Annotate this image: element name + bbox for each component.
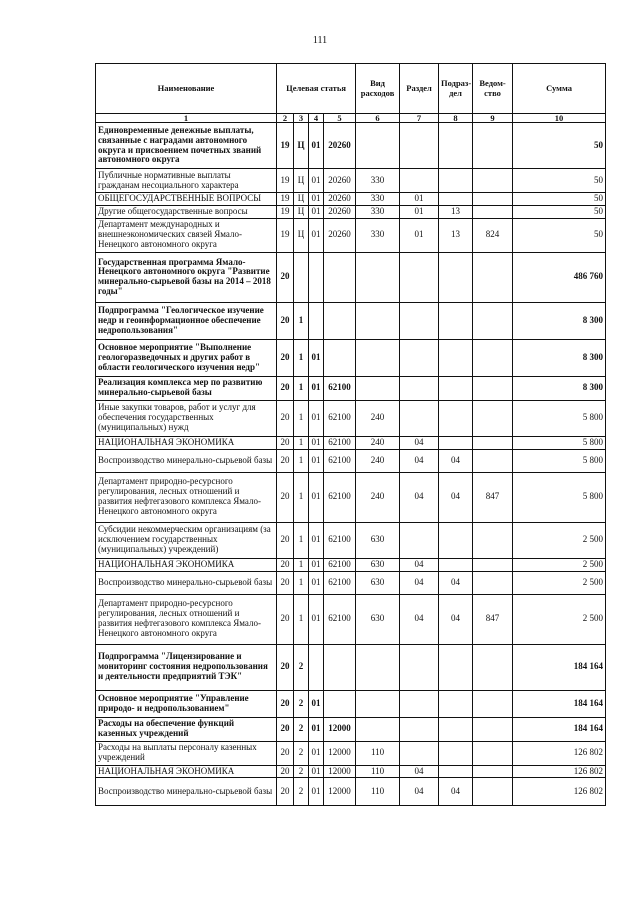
department-code bbox=[473, 644, 513, 690]
subsection bbox=[439, 252, 473, 302]
table-row bbox=[96, 644, 606, 690]
row-name: Основное мероприятие "Выполнение геологоразведочных и других работ в области геологического изучения недр" bbox=[96, 339, 277, 376]
target-code-4: 62100 bbox=[324, 400, 356, 436]
row-name: Публичные нормативные выплаты гражданам несоциального характера bbox=[96, 169, 277, 193]
row-name: Иные закупки товаров, работ и услуг для обеспечения государственных (муниципальных) нужд bbox=[96, 400, 277, 436]
section bbox=[400, 169, 439, 193]
row-sum: 126 802 bbox=[513, 778, 606, 806]
target-code-1: 20 bbox=[277, 472, 294, 522]
target-code-1: 20 bbox=[277, 339, 294, 376]
target-code-1: 20 bbox=[277, 252, 294, 302]
department-code bbox=[473, 765, 513, 778]
department-code bbox=[473, 449, 513, 472]
target-code-4: 62100 bbox=[324, 472, 356, 522]
row-sum: 50 bbox=[513, 193, 606, 206]
row-sum: 184 164 bbox=[513, 717, 606, 741]
target-code-1: 20 bbox=[277, 765, 294, 778]
target-code-1: 19 bbox=[277, 218, 294, 252]
expense-type bbox=[356, 302, 400, 339]
section: 04 bbox=[400, 436, 439, 449]
row-name: Департамент международных и внешнеэкономических связей Ямало-Ненецкого автономного округа bbox=[96, 218, 277, 252]
target-code-1: 20 bbox=[277, 571, 294, 594]
target-code-4: 62100 bbox=[324, 594, 356, 644]
target-code-2: 2 bbox=[294, 717, 309, 741]
table-row bbox=[96, 741, 606, 765]
row-sum: 5 800 bbox=[513, 449, 606, 472]
target-code-2 bbox=[294, 252, 309, 302]
subsection: 04 bbox=[439, 472, 473, 522]
target-code-3: 01 bbox=[309, 472, 324, 522]
expense-type: 240 bbox=[356, 472, 400, 522]
department-code bbox=[473, 169, 513, 193]
expense-type: 630 bbox=[356, 558, 400, 571]
target-code-4 bbox=[324, 252, 356, 302]
target-code-2: 2 bbox=[294, 765, 309, 778]
target-code-4: 12000 bbox=[324, 778, 356, 806]
department-code bbox=[473, 376, 513, 400]
row-name: Расходы на обеспечение функций казенных учреждений bbox=[96, 717, 277, 741]
section: 04 bbox=[400, 778, 439, 806]
expense-type: 330 bbox=[356, 169, 400, 193]
target-code-3: 01 bbox=[309, 400, 324, 436]
subsection: 13 bbox=[439, 218, 473, 252]
table-row bbox=[96, 302, 606, 339]
target-code-2: 1 bbox=[294, 302, 309, 339]
target-code-4 bbox=[324, 644, 356, 690]
section bbox=[400, 376, 439, 400]
table-row bbox=[96, 594, 606, 644]
expense-type: 110 bbox=[356, 765, 400, 778]
target-code-2: 2 bbox=[294, 741, 309, 765]
expense-type: 240 bbox=[356, 400, 400, 436]
row-sum: 8 300 bbox=[513, 339, 606, 376]
row-name: Воспроизводство минерально-сырьевой базы bbox=[96, 449, 277, 472]
department-code bbox=[473, 690, 513, 717]
target-code-4: 62100 bbox=[324, 522, 356, 558]
table-row bbox=[96, 558, 606, 571]
target-code-2: 1 bbox=[294, 339, 309, 376]
subsection: 04 bbox=[439, 778, 473, 806]
target-code-4: 20260 bbox=[324, 169, 356, 193]
target-code-2: 1 bbox=[294, 376, 309, 400]
table-row bbox=[96, 252, 606, 302]
department-code bbox=[473, 436, 513, 449]
target-code-1: 20 bbox=[277, 690, 294, 717]
target-code-2: 1 bbox=[294, 594, 309, 644]
row-sum: 2 500 bbox=[513, 571, 606, 594]
subsection bbox=[439, 690, 473, 717]
department-code: 847 bbox=[473, 594, 513, 644]
subsection bbox=[439, 436, 473, 449]
subsection bbox=[439, 644, 473, 690]
section bbox=[400, 123, 439, 169]
row-name: Департамент природно-ресурсного регулирования, лесных отношений и развития нефтегазового комплекса Ямало-Ненецкого автономного округа bbox=[96, 472, 277, 522]
section: 04 bbox=[400, 558, 439, 571]
department-code bbox=[473, 252, 513, 302]
target-code-3: 01 bbox=[309, 339, 324, 376]
header-subsection: Подраз-дел bbox=[439, 64, 473, 114]
expense-type: 630 bbox=[356, 571, 400, 594]
budget-table bbox=[95, 63, 606, 806]
expense-type: 110 bbox=[356, 778, 400, 806]
subsection bbox=[439, 717, 473, 741]
row-name: Воспроизводство минерально-сырьевой базы bbox=[96, 778, 277, 806]
target-code-3: 01 bbox=[309, 522, 324, 558]
department-code bbox=[473, 571, 513, 594]
target-code-4: 20260 bbox=[324, 218, 356, 252]
expense-type bbox=[356, 717, 400, 741]
subsection: 04 bbox=[439, 571, 473, 594]
table-row bbox=[96, 376, 606, 400]
target-code-1: 20 bbox=[277, 522, 294, 558]
row-sum: 8 300 bbox=[513, 376, 606, 400]
target-code-1: 20 bbox=[277, 778, 294, 806]
section: 01 bbox=[400, 193, 439, 206]
row-sum: 5 800 bbox=[513, 400, 606, 436]
department-code bbox=[473, 205, 513, 218]
target-code-3: 01 bbox=[309, 205, 324, 218]
expense-type: 630 bbox=[356, 522, 400, 558]
table-row bbox=[96, 522, 606, 558]
row-name: Единовременные денежные выплаты, связанные с наградами автономного округа и присвоением почетных званий автономного округа bbox=[96, 123, 277, 169]
table-row bbox=[96, 436, 606, 449]
department-code bbox=[473, 123, 513, 169]
section bbox=[400, 252, 439, 302]
department-code bbox=[473, 339, 513, 376]
target-code-1: 20 bbox=[277, 558, 294, 571]
section: 04 bbox=[400, 449, 439, 472]
department-code bbox=[473, 522, 513, 558]
header-expense-type: Вид расходов bbox=[356, 64, 400, 114]
table-row bbox=[96, 205, 606, 218]
target-code-3 bbox=[309, 644, 324, 690]
row-sum: 50 bbox=[513, 169, 606, 193]
col-number: 4 bbox=[309, 114, 324, 123]
target-code-3: 01 bbox=[309, 193, 324, 206]
target-code-3: 01 bbox=[309, 690, 324, 717]
expense-type bbox=[356, 123, 400, 169]
col-number: 3 bbox=[294, 114, 309, 123]
department-code bbox=[473, 717, 513, 741]
target-code-4: 62100 bbox=[324, 558, 356, 571]
target-code-3: 01 bbox=[309, 218, 324, 252]
row-sum: 50 bbox=[513, 218, 606, 252]
target-code-2: Ц bbox=[294, 218, 309, 252]
expense-type bbox=[356, 690, 400, 717]
department-code bbox=[473, 400, 513, 436]
section: 04 bbox=[400, 594, 439, 644]
expense-type: 630 bbox=[356, 594, 400, 644]
row-name: Субсидии некоммерческим организациям (за исключением государственных (муниципальных) учреждений) bbox=[96, 522, 277, 558]
subsection bbox=[439, 558, 473, 571]
col-number: 9 bbox=[473, 114, 513, 123]
target-code-2: 1 bbox=[294, 400, 309, 436]
department-code bbox=[473, 193, 513, 206]
expense-type bbox=[356, 644, 400, 690]
section: 01 bbox=[400, 218, 439, 252]
target-code-2: Ц bbox=[294, 193, 309, 206]
header-section: Раздел bbox=[400, 64, 439, 114]
table-row bbox=[96, 400, 606, 436]
target-code-4: 62100 bbox=[324, 436, 356, 449]
expense-type bbox=[356, 339, 400, 376]
row-name: НАЦИОНАЛЬНАЯ ЭКОНОМИКА bbox=[96, 558, 277, 571]
section bbox=[400, 522, 439, 558]
target-code-4 bbox=[324, 690, 356, 717]
row-sum: 5 800 bbox=[513, 436, 606, 449]
target-code-2: 2 bbox=[294, 690, 309, 717]
department-code: 824 bbox=[473, 218, 513, 252]
row-sum: 50 bbox=[513, 205, 606, 218]
target-code-1: 19 bbox=[277, 123, 294, 169]
target-code-1: 20 bbox=[277, 376, 294, 400]
target-code-4: 12000 bbox=[324, 765, 356, 778]
row-sum: 2 500 bbox=[513, 558, 606, 571]
subsection bbox=[439, 123, 473, 169]
target-code-2: Ц bbox=[294, 123, 309, 169]
row-name: Государственная программа Ямало-Ненецкого автономного округа "Развитие минерально-сырьевой базы на 2014 – 2018 годы" bbox=[96, 252, 277, 302]
department-code bbox=[473, 302, 513, 339]
subsection bbox=[439, 169, 473, 193]
expense-type bbox=[356, 252, 400, 302]
department-code bbox=[473, 778, 513, 806]
table-row bbox=[96, 472, 606, 522]
table-row bbox=[96, 690, 606, 717]
subsection bbox=[439, 193, 473, 206]
target-code-1: 19 bbox=[277, 205, 294, 218]
target-code-3: 01 bbox=[309, 765, 324, 778]
section bbox=[400, 717, 439, 741]
table-row bbox=[96, 765, 606, 778]
col-number: 10 bbox=[513, 114, 606, 123]
section bbox=[400, 302, 439, 339]
target-code-1: 20 bbox=[277, 594, 294, 644]
row-sum: 126 802 bbox=[513, 765, 606, 778]
expense-type: 240 bbox=[356, 436, 400, 449]
target-code-4 bbox=[324, 339, 356, 376]
target-code-4: 62100 bbox=[324, 571, 356, 594]
section bbox=[400, 690, 439, 717]
table-row bbox=[96, 449, 606, 472]
target-code-4: 62100 bbox=[324, 376, 356, 400]
target-code-4: 62100 bbox=[324, 449, 356, 472]
row-sum: 50 bbox=[513, 123, 606, 169]
table-row bbox=[96, 193, 606, 206]
page-number: 111 bbox=[312, 35, 328, 46]
target-code-3: 01 bbox=[309, 558, 324, 571]
subsection bbox=[439, 400, 473, 436]
section bbox=[400, 644, 439, 690]
target-code-3: 01 bbox=[309, 717, 324, 741]
target-code-2: 1 bbox=[294, 472, 309, 522]
target-code-3 bbox=[309, 252, 324, 302]
header-department: Ведом-ство bbox=[473, 64, 513, 114]
target-code-1: 20 bbox=[277, 436, 294, 449]
section bbox=[400, 741, 439, 765]
table-row bbox=[96, 339, 606, 376]
target-code-3: 01 bbox=[309, 169, 324, 193]
target-code-4: 12000 bbox=[324, 717, 356, 741]
target-code-3: 01 bbox=[309, 376, 324, 400]
row-name: НАЦИОНАЛЬНАЯ ЭКОНОМИКА bbox=[96, 436, 277, 449]
expense-type: 330 bbox=[356, 218, 400, 252]
target-code-3: 01 bbox=[309, 571, 324, 594]
section: 04 bbox=[400, 472, 439, 522]
table-row bbox=[96, 571, 606, 594]
target-code-3: 01 bbox=[309, 741, 324, 765]
target-code-2: 1 bbox=[294, 558, 309, 571]
target-code-1: 20 bbox=[277, 644, 294, 690]
row-name: ОБЩЕГОСУДАРСТВЕННЫЕ ВОПРОСЫ bbox=[96, 193, 277, 206]
col-number: 7 bbox=[400, 114, 439, 123]
target-code-3: 01 bbox=[309, 436, 324, 449]
row-sum: 5 800 bbox=[513, 472, 606, 522]
row-name: Департамент природно-ресурсного регулирования, лесных отношений и развития нефтегазового комплекса Ямало-Ненецкого автономного округа bbox=[96, 594, 277, 644]
target-code-1: 20 bbox=[277, 717, 294, 741]
row-sum: 486 760 bbox=[513, 252, 606, 302]
header-target-article: Целевая статья bbox=[277, 64, 356, 114]
row-name: Подпрограмма "Лицензирование и мониторинг состояния недропользования и деятельности предприятий ТЭК" bbox=[96, 644, 277, 690]
target-code-1: 20 bbox=[277, 449, 294, 472]
row-name: Расходы на выплаты персоналу казенных учреждений bbox=[96, 741, 277, 765]
target-code-1: 20 bbox=[277, 741, 294, 765]
header-sum: Сумма bbox=[513, 64, 606, 114]
row-sum: 2 500 bbox=[513, 594, 606, 644]
section: 04 bbox=[400, 571, 439, 594]
expense-type: 330 bbox=[356, 205, 400, 218]
header-name: Наименование bbox=[96, 64, 277, 114]
target-code-3: 01 bbox=[309, 594, 324, 644]
column-number-row bbox=[96, 114, 606, 123]
target-code-1: 19 bbox=[277, 193, 294, 206]
table-row bbox=[96, 778, 606, 806]
subsection bbox=[439, 376, 473, 400]
row-name: Другие общегосударственные вопросы bbox=[96, 205, 277, 218]
row-sum: 126 802 bbox=[513, 741, 606, 765]
target-code-3: 01 bbox=[309, 123, 324, 169]
target-code-2: 1 bbox=[294, 571, 309, 594]
expense-type: 240 bbox=[356, 449, 400, 472]
subsection bbox=[439, 522, 473, 558]
col-number: 1 bbox=[96, 114, 277, 123]
subsection: 13 bbox=[439, 205, 473, 218]
col-number: 2 bbox=[277, 114, 294, 123]
row-sum: 2 500 bbox=[513, 522, 606, 558]
subsection: 04 bbox=[439, 449, 473, 472]
department-code bbox=[473, 558, 513, 571]
row-name: Реализация комплекса мер по развитию минерально-сырьевой базы bbox=[96, 376, 277, 400]
table-row bbox=[96, 123, 606, 169]
target-code-4: 20260 bbox=[324, 205, 356, 218]
subsection bbox=[439, 741, 473, 765]
target-code-2: 1 bbox=[294, 449, 309, 472]
table-row bbox=[96, 218, 606, 252]
col-number: 5 bbox=[324, 114, 356, 123]
department-code: 847 bbox=[473, 472, 513, 522]
expense-type: 110 bbox=[356, 741, 400, 765]
target-code-1: 20 bbox=[277, 400, 294, 436]
target-code-2: 2 bbox=[294, 644, 309, 690]
row-sum: 184 164 bbox=[513, 644, 606, 690]
section: 01 bbox=[400, 205, 439, 218]
target-code-2: 1 bbox=[294, 436, 309, 449]
row-name: НАЦИОНАЛЬНАЯ ЭКОНОМИКА bbox=[96, 765, 277, 778]
subsection: 04 bbox=[439, 594, 473, 644]
target-code-2: 2 bbox=[294, 778, 309, 806]
row-name: Воспроизводство минерально-сырьевой базы bbox=[96, 571, 277, 594]
subsection bbox=[439, 339, 473, 376]
target-code-4: 20260 bbox=[324, 193, 356, 206]
row-sum: 184 164 bbox=[513, 690, 606, 717]
department-code bbox=[473, 741, 513, 765]
col-number: 8 bbox=[439, 114, 473, 123]
expense-type: 330 bbox=[356, 193, 400, 206]
target-code-1: 20 bbox=[277, 302, 294, 339]
target-code-2: Ц bbox=[294, 169, 309, 193]
target-code-4: 20260 bbox=[324, 123, 356, 169]
expense-type bbox=[356, 376, 400, 400]
subsection bbox=[439, 765, 473, 778]
table-row bbox=[96, 717, 606, 741]
section bbox=[400, 339, 439, 376]
section bbox=[400, 400, 439, 436]
target-code-3 bbox=[309, 302, 324, 339]
subsection bbox=[439, 302, 473, 339]
section: 04 bbox=[400, 765, 439, 778]
target-code-2: Ц bbox=[294, 205, 309, 218]
row-name: Подпрограмма "Геологическое изучение недр и геоинформационное обеспечение недропользования" bbox=[96, 302, 277, 339]
row-sum: 8 300 bbox=[513, 302, 606, 339]
row-name: Основное мероприятие "Управление природо- и недропользованием" bbox=[96, 690, 277, 717]
target-code-4: 12000 bbox=[324, 741, 356, 765]
target-code-3: 01 bbox=[309, 778, 324, 806]
table-row bbox=[96, 169, 606, 193]
header-row bbox=[96, 64, 606, 114]
target-code-2: 1 bbox=[294, 522, 309, 558]
col-number: 6 bbox=[356, 114, 400, 123]
target-code-4 bbox=[324, 302, 356, 339]
target-code-3: 01 bbox=[309, 449, 324, 472]
target-code-1: 19 bbox=[277, 169, 294, 193]
